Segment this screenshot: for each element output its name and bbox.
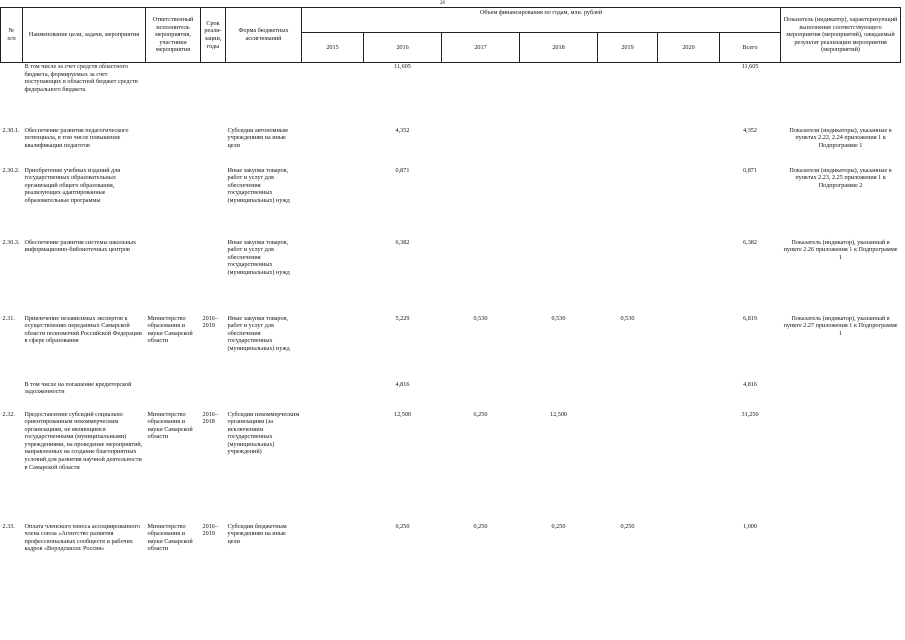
- row-value-2020: [658, 411, 720, 523]
- header-name: Наименование цели, задачи, мероприятия: [23, 8, 146, 63]
- header-year: 2019: [598, 33, 658, 63]
- row-value-2020: [658, 63, 720, 127]
- row-value-total: 4,352: [743, 126, 757, 134]
- row-responsible: [146, 127, 201, 167]
- row-value-2016: 6,382: [395, 238, 410, 246]
- row-value-2015: [302, 63, 364, 127]
- row-value-2015: [302, 523, 364, 583]
- header-form: Форма бюджетных ассигнований: [226, 8, 302, 63]
- table-row: [1, 523, 901, 583]
- row-value-2015: [302, 239, 364, 315]
- table-row: [1, 63, 901, 127]
- row-value-2020: [658, 239, 720, 315]
- header-year: 2018: [520, 33, 598, 63]
- row-indicator: [781, 63, 901, 127]
- row-value-2019: 0,250: [620, 522, 635, 530]
- row-form: Иные закупки товаров, работ и услуг для обеспечения государственных (муниципальных) нужд: [227, 238, 290, 276]
- row-number: [1, 63, 23, 127]
- row-form: [226, 381, 302, 411]
- row-value-2015: [302, 411, 364, 523]
- row-value-2019: [598, 167, 658, 239]
- row-value-2020: [658, 381, 720, 411]
- row-name: Приобретение учебных изданий для государственных образовательных организаций общего образования, реализующих адаптированные образовательные программы: [24, 166, 121, 204]
- header-volume: Объем финансирования по годам, млн. рублей: [302, 8, 781, 33]
- row-value-2017: [442, 127, 520, 167]
- row-responsible: Министерство образования и науки Самарской области: [147, 314, 193, 345]
- row-value-2015: [302, 167, 364, 239]
- header-year: 2017: [442, 33, 520, 63]
- table-row: [1, 127, 901, 167]
- row-value-2020: [658, 523, 720, 583]
- row-value-total: 1,000: [743, 522, 757, 530]
- header-indicator: Показатель (индикатор), характеризующий выполнение соответствующего мероприятия (мероприятий), ожидаемый результат реализации мероприятия (мероприятий): [781, 8, 901, 63]
- header-year-total: Всего: [720, 33, 781, 63]
- row-value-2016: 12,500: [393, 410, 411, 418]
- row-value-2017: [442, 167, 520, 239]
- row-value-2017: [442, 381, 520, 411]
- row-value-2018: [520, 381, 598, 411]
- row-value-2019: [598, 411, 658, 523]
- row-responsible: Министерство образования и науки Самарской области: [147, 410, 193, 441]
- row-term: [201, 381, 226, 411]
- row-indicator: Показатель (индикатор), указанный в пункте 2.26 приложения 1 к Подпрограмме 1: [783, 238, 898, 261]
- row-value-2019: [598, 127, 658, 167]
- row-responsible: [146, 239, 201, 315]
- row-value-2016: 0,871: [395, 166, 410, 174]
- row-name: Предоставление субсидий социально ориентированным некоммерческим организациям, не являющимся государственными (муниципальными) учреждениями, на проведение мероприятий, направленных на создание благоприятных условий для развития научной деятельности в Самарской области: [24, 410, 143, 471]
- row-responsible: [146, 63, 201, 127]
- row-indicator: Показатели (индикаторы), указанные в пунктах 2.22, 2.24 приложения 1 к Подпрограмме 1: [789, 126, 892, 149]
- row-term: [201, 63, 226, 127]
- row-term: [201, 167, 226, 239]
- row-indicator: Показатели (индикаторы), указанные в пунктах 2.23, 2.25 приложения 1 к Подпрограмме 2: [789, 166, 892, 189]
- row-value-2019: [598, 63, 658, 127]
- row-value-total: 6,819: [743, 314, 757, 322]
- row-number: 2.32.: [2, 410, 15, 418]
- row-form: Субсидии некоммерческим организациям (за исключением государственных (муниципальных) учреждений): [227, 410, 300, 456]
- row-form: Иные закупки товаров, работ и услуг для обеспечения государственных (муниципальных) нужд: [227, 314, 290, 352]
- row-term: 2016–2019: [202, 314, 218, 330]
- budget-table: [0, 7, 901, 583]
- row-responsible: [146, 381, 201, 411]
- row-name: Оплата членского взноса ассоциированного члена союза «Агентство развития профессиональных сообществ и рабочих кадров «Ворлдскиллс Россия»: [24, 522, 141, 553]
- row-value-2020: [658, 167, 720, 239]
- row-name: Привлечение независимых экспертов к осуществлению переданных Самарской области полномочий Российской Федерации в сфере образования: [24, 314, 142, 345]
- row-number: 2.30.1.: [2, 126, 20, 134]
- row-value-2016: 0,250: [395, 522, 410, 530]
- row-indicator: Показатель (индикатор), указанный в пункте 2.27 приложения 1 к Подпрограмме 1: [783, 314, 898, 337]
- row-value-2018: [520, 127, 598, 167]
- row-value-2019: 0,530: [620, 314, 635, 322]
- row-value-2016: 11,605: [394, 63, 411, 70]
- row-value-2018: 0,250: [551, 522, 566, 530]
- row-term: 2016–2019: [202, 522, 218, 538]
- row-value-2019: [598, 239, 658, 315]
- row-value-2017: [442, 239, 520, 315]
- row-value-2017: 0,530: [473, 314, 488, 322]
- row-indicator: [781, 381, 901, 411]
- row-value-2015: [302, 127, 364, 167]
- row-value-2015: [302, 381, 364, 411]
- row-value-2019: [598, 381, 658, 411]
- row-number: 2.30.2.: [2, 166, 20, 174]
- row-value-total: 4,816: [743, 380, 757, 388]
- row-name: Обеспечение развития педагогического потенциала, в том числе повышение квалификации педагогов: [24, 126, 129, 149]
- row-form: Субсидии бюджетным учреждениям на иные цели: [227, 522, 287, 545]
- table-row: [1, 167, 901, 239]
- page-number: 26: [440, 1, 445, 6]
- row-value-total: 0,871: [743, 166, 757, 174]
- row-form: Иные закупки товаров, работ и услуг для обеспечения государственных (муниципальных) нужд: [227, 166, 290, 204]
- row-value-2016: 4,352: [395, 126, 410, 134]
- header-year: 2020: [658, 33, 720, 63]
- table-row: [1, 381, 901, 411]
- row-term: [201, 239, 226, 315]
- row-name: В том числе за счет средств областного бюджета, формируемых за счет поступающих в областной бюджет средств федерального бюджета: [24, 63, 138, 93]
- row-form: Субсидии автономным учреждениям на иные цели: [227, 126, 288, 149]
- header-term: Срок реали-зации, годы: [201, 8, 226, 63]
- row-number: [1, 381, 23, 411]
- row-number: 2.31.: [2, 314, 15, 322]
- header-year: 2015: [302, 33, 364, 63]
- row-value-2017: 0,250: [473, 522, 488, 530]
- row-value-2017: [442, 63, 520, 127]
- row-responsible: Министерство образования и науки Самарской области: [147, 522, 193, 553]
- header-num: № п/п: [1, 8, 23, 63]
- row-value-total: 31,250: [741, 410, 759, 418]
- row-value-2015: [302, 315, 364, 381]
- row-name: В том числе на погашение кредиторской задолженности: [24, 380, 132, 396]
- row-form: [226, 63, 302, 127]
- row-number: 2.33.: [2, 522, 15, 530]
- row-value-2018: [520, 239, 598, 315]
- row-responsible: [146, 167, 201, 239]
- row-value-2017: 6,250: [473, 410, 488, 418]
- table-row: [1, 411, 901, 523]
- row-value-total: 11,605: [741, 63, 759, 70]
- row-value-2016: 5,229: [395, 314, 410, 322]
- row-indicator: [781, 411, 901, 523]
- row-indicator: [781, 523, 901, 583]
- row-term: 2016–2018: [202, 410, 218, 426]
- row-value-2018: 0,530: [551, 314, 566, 322]
- header-responsible: Ответственный исполнитель мероприятия, участники мероприятия: [146, 8, 201, 63]
- row-term: [201, 127, 226, 167]
- row-value-2018: [520, 63, 598, 127]
- row-value-2018: 12,500: [549, 410, 567, 418]
- row-value-2020: [658, 127, 720, 167]
- row-name: Обеспечение развития системы школьных информационно-библиотечных центров: [24, 238, 137, 254]
- row-value-2020: [658, 315, 720, 381]
- header-year: 2016: [364, 33, 442, 63]
- header-row-1: [1, 8, 901, 33]
- table-row: [1, 315, 901, 381]
- row-value-total: 6,382: [743, 238, 757, 246]
- table-row: [1, 239, 901, 315]
- row-value-2018: [520, 167, 598, 239]
- table-body: [1, 63, 901, 583]
- row-value-2016: 4,816: [395, 380, 410, 388]
- row-number: 2.30.3.: [2, 238, 20, 246]
